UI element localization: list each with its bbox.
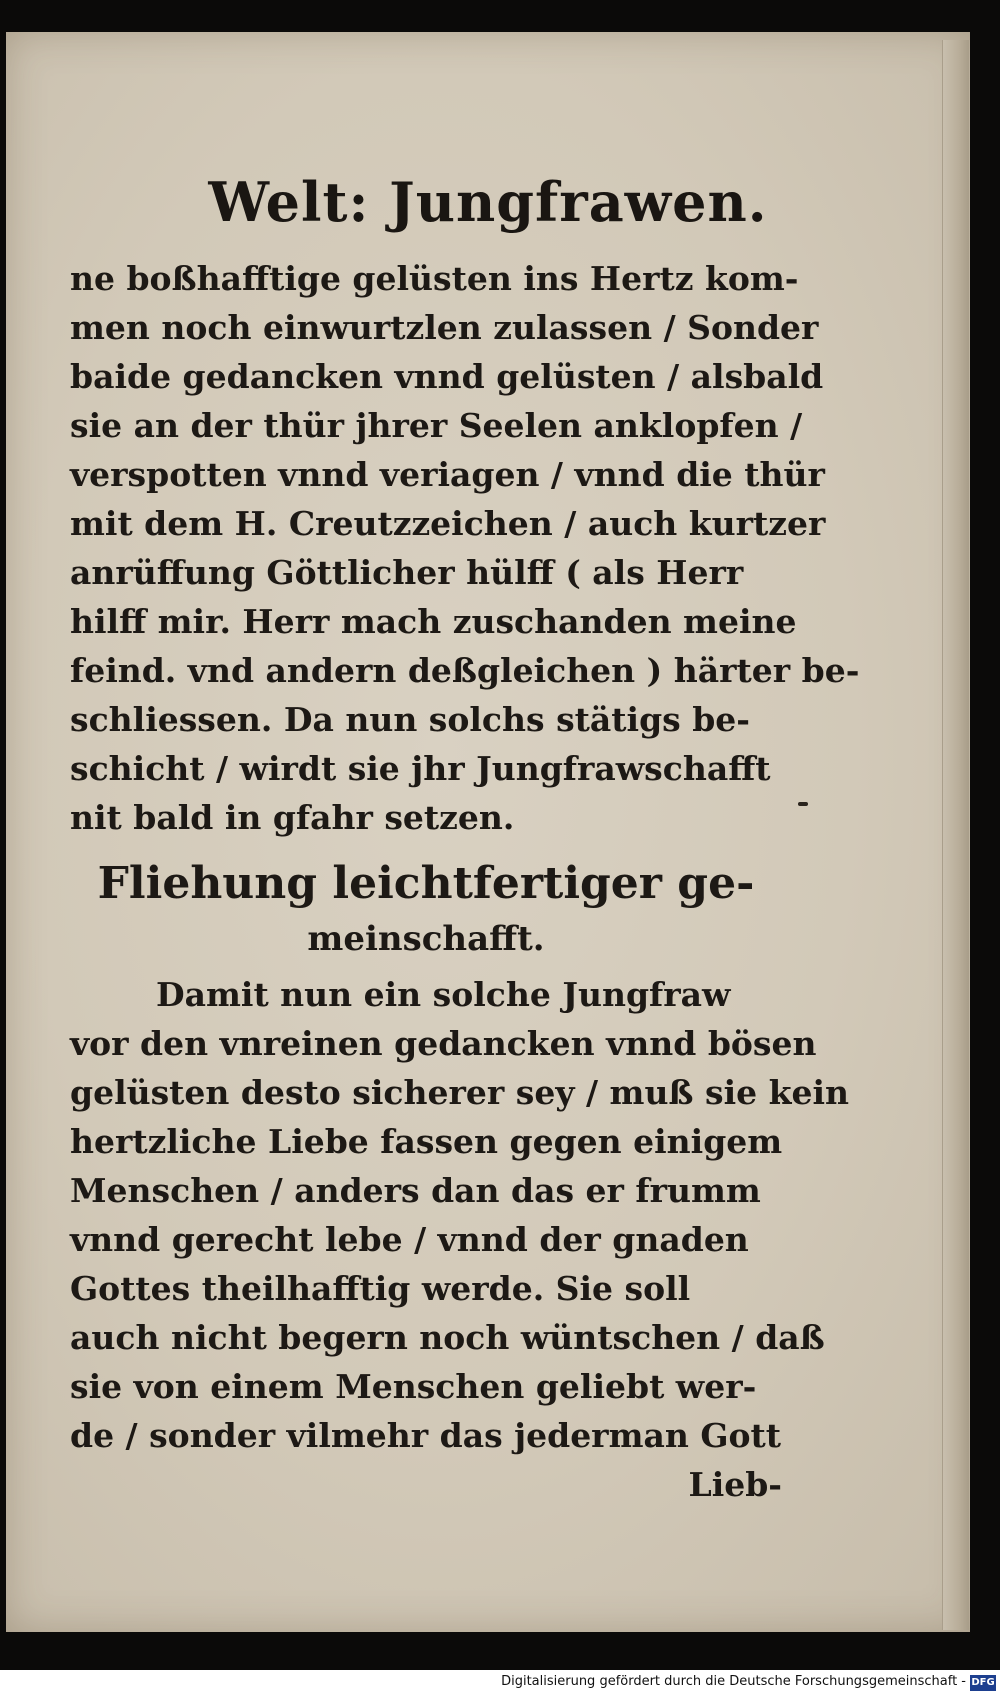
catchword: Lieb- (688, 1465, 782, 1504)
text-line: vnnd gerecht lebe / vnnd der gnaden (70, 1220, 749, 1259)
text-line: gelüsten desto sicherer sey / muß sie kein (70, 1073, 849, 1112)
text-line: nit bald in gfahr setzen. (70, 798, 515, 837)
text-line: schliessen. Da nun solchs stätigs be- (70, 700, 750, 739)
text-line: verspotten vnnd veriagen / vnnd die thür (70, 455, 825, 494)
funding-credit: Digitalisierung gefördert durch die Deutsche Forschungsgemeinschaft - (501, 1674, 966, 1689)
text-line: Gottes theilhafftig werde. Sie soll (70, 1269, 691, 1308)
footer-strip (0, 1670, 1000, 1698)
text-line: mit dem H. Creutzzeichen / auch kurtzer (70, 504, 826, 543)
section-heading-continuation: meinschafft. (307, 919, 545, 959)
text-line: auch nicht begern noch wüntschen / daß (70, 1318, 825, 1357)
text-line: hertzliche Liebe fassen gegen einigem (70, 1122, 783, 1161)
page-fore-edge (942, 40, 969, 1630)
text-block (70, 254, 860, 1510)
text-line: hilff mir. Herr mach zuschanden meine (70, 602, 797, 641)
section-heading: Fliehung leichtfertiger ge- (97, 858, 755, 909)
text-line: baide gedancken vnnd gelüsten / alsbald (70, 357, 824, 396)
text-line: Menschen / anders dan das er frumm (70, 1171, 761, 1210)
text-line: ne boßhafftige gelüsten ins Hertz kom- (70, 259, 799, 298)
text-line: Damit nun ein solche Jungfraw (156, 975, 731, 1014)
text-line: sie von einem Menschen geliebt wer- (70, 1367, 757, 1406)
running-head: Welt: Jungfrawen. (208, 170, 768, 234)
spacer (70, 842, 782, 854)
book-page (6, 32, 970, 1632)
text-line: feind. vnd andern deßgleichen ) härter be- (70, 651, 860, 690)
text-line: sie an der thür jhrer Seelen anklopfen / (70, 406, 803, 445)
text-line: anrüffung Göttlicher hülff ( als Herr (70, 553, 744, 592)
text-line: vor den vnreinen gedancken vnnd bösen (70, 1024, 817, 1063)
text-line: men noch einwurtzlen zulassen / Sonder (70, 308, 819, 347)
dfg-logo: DFG (970, 1675, 996, 1691)
text-line: schicht / wirdt sie jhr Jungfrawschafft (70, 749, 771, 788)
ink-mark (798, 802, 808, 806)
text-line: de / sonder vilmehr das jederman Gott (70, 1416, 782, 1455)
